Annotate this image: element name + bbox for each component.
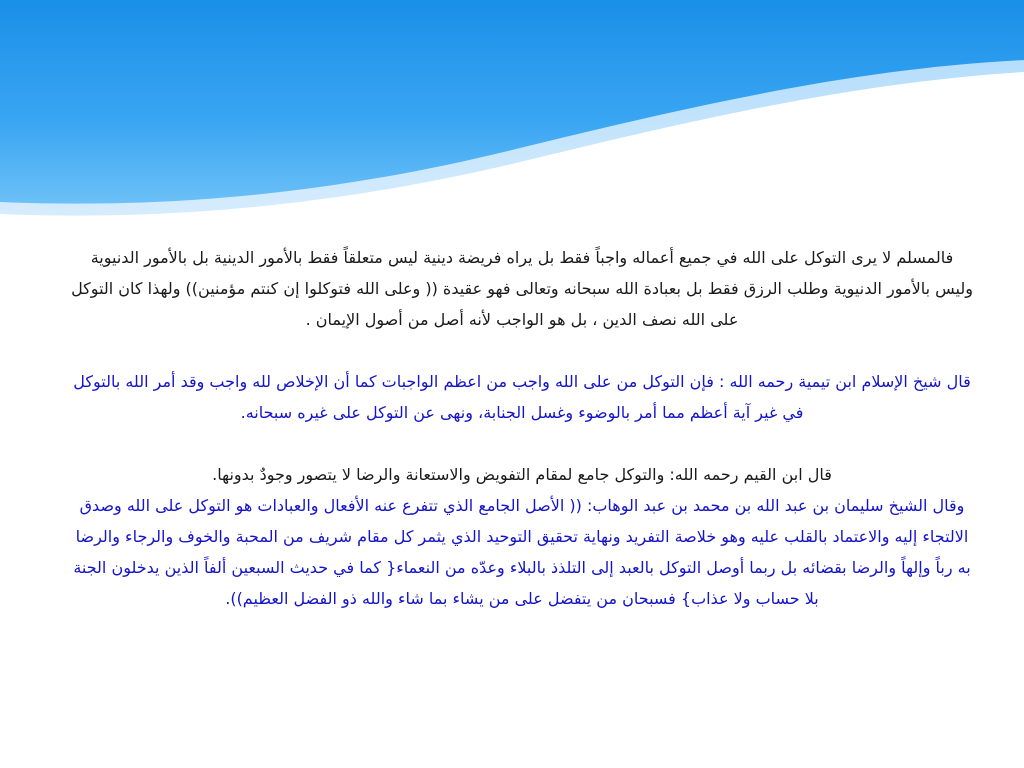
paragraph-sulayman-quote: وقال الشيخ سليمان بن عبد الله بن محمد بن عبد الوهاب: (( الأصل الجامع الذي تتفرع عنه الأفعال والعبادات هو التوكل على الله وصدق الالتجاء إليه والاعتماد بالقلب عليه وهو خلاصة التفريد ونهاية تحقيق التوحيد الذي يثمر كل مقام شريف من المحبة والخوف والرجاء والرضا به رباً وإلهاً والرضا بقضائه بل ربما أوصل التوكل بالعبد إلى التلذذ بالبلاء وعدّه من النعماء{ كما في حديث السبعين ألفاً الذين يدخلون الجنة بلا حساب ولا عذاب} فسبحان من يتفضل على من يشاء بما شاء والله ذو الفضل العظيم)). bbox=[73, 496, 971, 608]
slide-body bbox=[70, 242, 974, 614]
paragraph-ibn-taymiyyah-quote: قال شيخ الإسلام ابن تيمية رحمه الله : فإن التوكل من على الله واجب من اعظم الواجبات كما أن الإخلاص لله واجب وقد أمر الله بالتوكل في غير آية أعظم مما أمر بالوضوء وغسل الجنابة، ونهى عن التوكل على غيره سبحانه. bbox=[73, 372, 971, 422]
spacer bbox=[70, 335, 974, 366]
paragraph-tawakkul-intro: فالمسلم لا يرى التوكل على الله في جميع أعماله واجباً فقط بل يراه فريضة دينية ليس متعلقاً فقط بالأمور الدينية بل بالأمور الدنيوية وليس بالأمور الدنيوية وطلب الرزق فقط بل بعبادة الله سبحانه وتعالى فهو عقيدة (( وعلى الله فتوكلوا إن كنتم مؤمنين)) ولهذا كان التوكل على الله نصف الدين ، بل هو الواجب لأنه أصل من أصول الإيمان . bbox=[71, 248, 973, 329]
paragraph-ibn-al-qayyim-quote: قال ابن القيم رحمه الله: والتوكل جامع لمقام التفويض والاستعانة والرضا لا يتصور وجودٌ بدونها. bbox=[212, 465, 832, 484]
spacer bbox=[70, 428, 974, 459]
header-wave-banner bbox=[0, 0, 1024, 230]
